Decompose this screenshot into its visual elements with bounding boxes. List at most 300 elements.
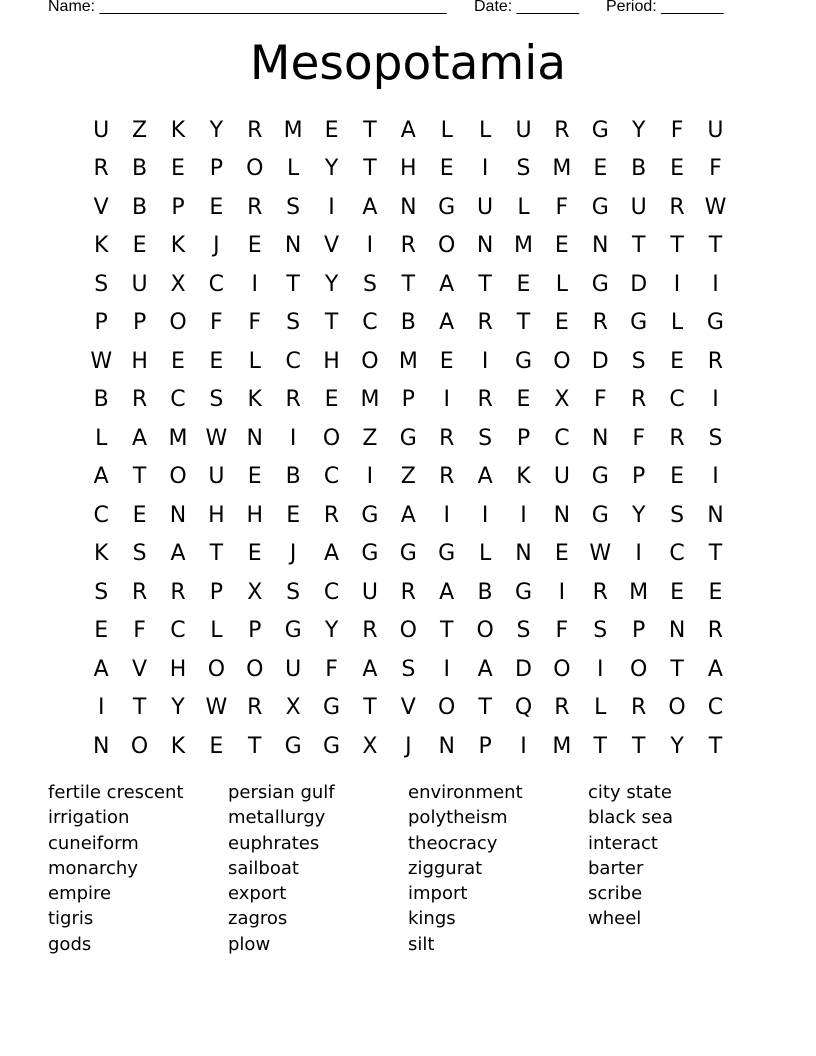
grid-letter: O: [399, 618, 417, 644]
grid-letter: E: [286, 502, 301, 528]
grid-letter: G: [591, 464, 609, 490]
grid-letter: U: [93, 117, 110, 143]
word-item: export: [228, 883, 287, 905]
grid-letter: O: [630, 656, 648, 682]
grid-letter: E: [324, 387, 339, 413]
grid-letter: N: [92, 733, 110, 759]
grid-letter: I: [481, 348, 489, 374]
grid-letter: N: [246, 425, 263, 451]
grid-letter: Z: [132, 117, 148, 143]
grid-letter: Y: [171, 695, 185, 721]
word-item: scribe: [588, 883, 643, 905]
word-item: barter: [588, 857, 644, 879]
grid-letter: P: [632, 618, 646, 644]
grid-letter: G: [514, 348, 533, 374]
grid-letter: E: [554, 541, 569, 567]
grid-letter: A: [439, 310, 455, 336]
grid-letter: N: [553, 502, 571, 528]
grid-letter: S: [132, 541, 147, 567]
grid-letter: H: [323, 348, 340, 374]
word-item: wheel: [588, 908, 642, 930]
grid-letter: L: [478, 117, 492, 143]
grid-letter: I: [558, 579, 566, 605]
grid-letter: E: [209, 348, 224, 374]
grid-letter: O: [246, 656, 264, 682]
grid-letter: Z: [362, 425, 378, 451]
grid-letter: N: [438, 733, 455, 759]
word-item: tigris: [48, 908, 94, 930]
grid-letter: F: [325, 656, 338, 682]
grid-letter: P: [248, 618, 262, 644]
grid-letter: R: [362, 618, 378, 644]
grid-letter: T: [209, 541, 224, 567]
grid-letter: I: [673, 271, 681, 297]
grid-letter: E: [94, 618, 109, 644]
grid-letter: B: [285, 464, 301, 490]
grid-letter: Y: [209, 117, 224, 143]
grid-letter: L: [478, 541, 492, 567]
word-item: interact: [588, 832, 658, 854]
word-item: import: [408, 883, 468, 905]
grid-letter: R: [477, 310, 493, 336]
grid-letter: C: [93, 502, 109, 528]
grid-letter: O: [322, 425, 341, 451]
word-item: plow: [228, 933, 271, 955]
grid-letter: U: [515, 117, 532, 143]
grid-letter: F: [555, 618, 569, 644]
grid-letter: R: [592, 310, 608, 336]
word-item: euphrates: [228, 832, 320, 854]
grid-letter: F: [632, 425, 645, 451]
grid-letter: V: [132, 656, 148, 682]
grid-letter: Y: [670, 733, 684, 759]
grid-letter: Y: [324, 618, 339, 644]
grid-letter: T: [324, 310, 339, 336]
grid-letter: T: [708, 541, 723, 567]
grid-letter: A: [439, 271, 455, 297]
grid-letter: G: [514, 579, 533, 605]
grid-letter: S: [286, 579, 301, 605]
grid-letter: L: [95, 425, 108, 451]
grid-letter: T: [132, 695, 147, 721]
grid-letter: E: [247, 541, 262, 567]
grid-letter: E: [324, 117, 339, 143]
grid-letter: D: [515, 656, 532, 682]
grid-letter: U: [361, 579, 378, 605]
date-field: Date: _______: [474, 0, 579, 15]
grid-letter: U: [477, 194, 494, 220]
grid-letter: E: [670, 156, 684, 182]
grid-letter: I: [712, 271, 719, 297]
grid-letter: E: [171, 348, 185, 374]
grid-letter: R: [400, 579, 416, 605]
grid-letter: C: [208, 271, 225, 297]
grid-letter: R: [247, 695, 263, 721]
word-item: fertile crescent: [48, 782, 184, 803]
grid-letter: B: [400, 310, 416, 336]
grid-letter: X: [285, 695, 301, 721]
grid-letter: V: [400, 695, 416, 721]
grid-letter: N: [169, 502, 187, 528]
grid-letter: G: [284, 733, 302, 759]
grid-letter: C: [669, 541, 685, 567]
grid-letter: R: [707, 348, 724, 374]
grid-letter: T: [478, 271, 492, 297]
grid-letter: O: [169, 310, 187, 336]
grid-letter: C: [170, 618, 186, 644]
grid-letter: M: [514, 233, 533, 259]
grid-letter: F: [709, 156, 722, 182]
grid-letter: S: [362, 271, 377, 297]
grid-letter: R: [669, 194, 685, 220]
word-item: empire: [48, 883, 112, 905]
grid-letter: W: [205, 695, 228, 721]
word-item: kings: [408, 908, 456, 930]
word-item: polytheism: [408, 807, 508, 829]
grid-letter: M: [629, 579, 649, 605]
word-item: irrigation: [48, 807, 130, 829]
grid-letter: E: [209, 194, 224, 220]
grid-letter: B: [93, 387, 109, 413]
grid-letter: P: [516, 425, 531, 451]
grid-letter: A: [400, 117, 416, 143]
grid-letter: M: [552, 156, 572, 182]
grid-letter: T: [363, 117, 377, 143]
grid-letter: I: [97, 695, 105, 721]
grid-letter: I: [328, 194, 335, 220]
grid-letter: O: [246, 156, 264, 182]
grid-letter: L: [440, 117, 453, 143]
letter-grid: [82, 111, 735, 766]
grid-letter: A: [324, 541, 340, 567]
grid-letter: L: [594, 695, 607, 721]
grid-letter: N: [284, 233, 302, 259]
grid-letter: G: [361, 541, 379, 567]
grid-letter: W: [90, 348, 113, 374]
grid-letter: G: [706, 310, 724, 336]
grid-letter: G: [591, 502, 609, 528]
grid-letter: I: [443, 656, 450, 682]
word-list: [48, 780, 768, 957]
grid-letter: R: [400, 233, 416, 259]
grid-letter: T: [670, 233, 684, 259]
word-item: monarchy: [48, 857, 138, 879]
grid-letter: T: [708, 733, 723, 759]
period-field: Period: _______: [606, 0, 724, 15]
grid-letter: P: [94, 310, 108, 336]
grid-letter: R: [554, 695, 570, 721]
grid-letter: W: [589, 541, 612, 567]
grid-letter: K: [170, 233, 186, 259]
grid-letter: G: [591, 194, 609, 220]
grid-letter: A: [170, 541, 186, 567]
grid-letter: E: [516, 271, 531, 297]
grid-letter: Y: [324, 271, 339, 297]
word-item: zagros: [228, 908, 288, 930]
grid-letter: T: [708, 233, 723, 259]
grid-letter: B: [631, 156, 647, 182]
grid-letter: A: [400, 502, 416, 528]
word-item: theocracy: [408, 832, 498, 854]
grid-letter: D: [630, 271, 648, 297]
grid-letter: R: [93, 156, 109, 182]
grid-letter: O: [668, 695, 686, 721]
grid-letter: G: [591, 271, 609, 297]
word-item: city state: [588, 782, 672, 803]
grid-letter: I: [366, 233, 374, 259]
grid-letter: E: [247, 233, 262, 259]
grid-letter: E: [670, 464, 684, 490]
grid-letter: C: [554, 425, 570, 451]
grid-letter: R: [707, 618, 724, 644]
grid-letter: C: [323, 579, 340, 605]
grid-letter: T: [631, 233, 646, 259]
grid-letter: H: [131, 348, 148, 374]
grid-letter: O: [438, 233, 456, 259]
grid-letter: E: [554, 233, 569, 259]
grid-letter: I: [712, 464, 719, 490]
grid-letter: N: [515, 541, 532, 567]
grid-letter: I: [712, 387, 719, 413]
grid-letter: L: [210, 618, 223, 644]
grid-letter: F: [593, 387, 607, 413]
grid-letter: X: [247, 579, 263, 605]
grid-letter: T: [132, 464, 147, 490]
grid-letter: R: [285, 387, 301, 413]
grid-letter: S: [593, 618, 608, 644]
page-title: Mesopotamia: [249, 36, 567, 91]
grid-letter: G: [361, 502, 379, 528]
grid-letter: C: [285, 348, 301, 374]
grid-letter: J: [213, 233, 220, 259]
grid-letter: S: [209, 387, 224, 413]
grid-letter: R: [631, 387, 647, 413]
grid-letter: N: [400, 194, 417, 220]
grid-letter: S: [478, 425, 493, 451]
grid-letter: G: [323, 733, 341, 759]
grid-letter: O: [169, 464, 187, 490]
grid-letter: R: [669, 425, 685, 451]
grid-letter: I: [635, 541, 642, 567]
name-field: Name: _______________________________________: [48, 0, 447, 15]
word-item: environment: [408, 782, 523, 803]
grid-letter: U: [630, 194, 647, 220]
grid-letter: J: [405, 733, 412, 759]
grid-letter: M: [398, 348, 418, 374]
grid-letter: L: [248, 348, 261, 374]
grid-letter: F: [555, 194, 569, 220]
grid-letter: B: [477, 579, 493, 605]
grid-letter: M: [168, 425, 188, 451]
grid-letter: C: [669, 387, 685, 413]
grid-letter: S: [286, 310, 301, 336]
grid-letter: T: [593, 733, 607, 759]
grid-letter: E: [132, 233, 147, 259]
grid-letter: Y: [631, 117, 646, 143]
grid-letter: Z: [400, 464, 416, 490]
word-item: metallurgy: [228, 807, 326, 829]
grid-letter: A: [362, 194, 378, 220]
grid-letter: S: [670, 502, 685, 528]
grid-letter: W: [205, 425, 228, 451]
grid-letter: U: [131, 271, 148, 297]
word-column: [408, 780, 588, 957]
grid-letter: E: [209, 733, 224, 759]
grid-letter: T: [439, 618, 454, 644]
grid-letter: R: [323, 502, 340, 528]
grid-letter: R: [131, 387, 148, 413]
grid-letter: D: [591, 348, 609, 374]
grid-letter: H: [169, 656, 187, 682]
grid-letter: R: [439, 464, 455, 490]
grid-letter: E: [708, 579, 723, 605]
grid-letter: Y: [324, 156, 339, 182]
grid-letter: V: [93, 194, 109, 220]
grid-letter: L: [287, 156, 300, 182]
grid-letter: U: [707, 117, 724, 143]
grid-letter: M: [360, 387, 380, 413]
grid-letter: O: [361, 348, 379, 374]
word-item: sailboat: [228, 857, 299, 879]
grid-letter: S: [94, 271, 109, 297]
grid-letter: F: [133, 618, 146, 644]
grid-letter: N: [476, 233, 494, 259]
word-item: gods: [48, 933, 92, 955]
grid-letter: B: [132, 194, 148, 220]
grid-letter: C: [707, 695, 724, 721]
grid-letter: S: [516, 156, 531, 182]
grid-letter: H: [208, 502, 225, 528]
grid-letter: I: [251, 271, 258, 297]
grid-letter: G: [438, 541, 456, 567]
grid-letter: E: [439, 156, 454, 182]
grid-letter: G: [323, 695, 341, 721]
grid-letter: U: [208, 464, 225, 490]
grid-letter: K: [170, 733, 186, 759]
grid-letter: M: [552, 733, 572, 759]
grid-letter: H: [246, 502, 264, 528]
grid-letter: U: [553, 464, 570, 490]
grid-letter: P: [209, 579, 223, 605]
word-column: [588, 780, 768, 957]
grid-letter: Y: [631, 502, 646, 528]
grid-letter: T: [670, 656, 684, 682]
grid-letter: O: [553, 348, 571, 374]
grid-letter: I: [520, 502, 527, 528]
word-item: black sea: [588, 807, 673, 829]
grid-letter: S: [94, 579, 109, 605]
grid-letter: A: [362, 656, 378, 682]
grid-letter: S: [401, 656, 416, 682]
grid-letter: I: [289, 425, 297, 451]
grid-letter: N: [707, 502, 724, 528]
grid-letter: L: [517, 194, 530, 220]
grid-letter: G: [438, 194, 456, 220]
grid-letter: N: [668, 618, 686, 644]
grid-letter: K: [247, 387, 262, 413]
grid-letter: E: [670, 579, 684, 605]
grid-letter: E: [516, 387, 531, 413]
grid-letter: A: [477, 656, 493, 682]
grid-letter: O: [553, 656, 571, 682]
grid-letter: P: [209, 156, 223, 182]
grid-letter: F: [210, 310, 223, 336]
grid-letter: T: [631, 733, 646, 759]
word-item: cuneiform: [48, 832, 139, 854]
word-item: silt: [408, 933, 435, 955]
grid-letter: E: [670, 348, 684, 374]
grid-letter: N: [592, 233, 609, 259]
grid-letter: O: [438, 695, 456, 721]
grid-letter: R: [170, 579, 186, 605]
grid-letter: E: [247, 464, 262, 490]
grid-letter: I: [481, 156, 489, 182]
grid-letter: O: [130, 733, 149, 759]
grid-letter: T: [363, 695, 377, 721]
grid-letter: I: [520, 733, 527, 759]
grid-letter: S: [516, 618, 531, 644]
grid-letter: L: [670, 310, 684, 336]
grid-letter: V: [324, 233, 340, 259]
grid-letter: G: [399, 425, 417, 451]
grid-letter: U: [285, 656, 302, 682]
grid-letter: R: [439, 425, 455, 451]
grid-letter: T: [478, 695, 492, 721]
grid-letter: T: [248, 733, 262, 759]
grid-letter: K: [93, 233, 109, 259]
grid-letter: C: [170, 387, 186, 413]
grid-letter: E: [593, 156, 608, 182]
grid-letter: X: [554, 387, 570, 413]
grid-letter: G: [591, 117, 609, 143]
grid-letter: T: [286, 271, 300, 297]
grid-letter: C: [362, 310, 378, 336]
grid-letter: A: [93, 464, 109, 490]
grid-letter: O: [207, 656, 226, 682]
grid-letter: X: [362, 733, 378, 759]
grid-letter: R: [247, 194, 263, 220]
grid-letter: I: [481, 502, 489, 528]
grid-letter: L: [555, 271, 569, 297]
grid-letter: A: [439, 579, 455, 605]
grid-letter: G: [399, 541, 417, 567]
grid-letter: S: [286, 194, 301, 220]
grid-letter: F: [670, 117, 684, 143]
grid-letter: G: [284, 618, 302, 644]
grid-letter: X: [170, 271, 186, 297]
grid-letter: S: [708, 425, 723, 451]
grid-letter: I: [443, 502, 450, 528]
grid-letter: A: [132, 425, 148, 451]
grid-letter: E: [132, 502, 147, 528]
grid-letter: K: [170, 117, 186, 143]
grid-letter: O: [476, 618, 494, 644]
grid-letter: I: [597, 656, 604, 682]
grid-letter: R: [592, 579, 608, 605]
grid-letter: A: [707, 656, 723, 682]
grid-letter: P: [132, 310, 147, 336]
grid-letter: G: [630, 310, 648, 336]
grid-letter: T: [516, 310, 531, 336]
grid-letter: E: [554, 310, 569, 336]
grid-letter: T: [363, 156, 377, 182]
grid-letter: M: [283, 117, 303, 143]
grid-letter: R: [554, 117, 570, 143]
grid-letter: N: [592, 425, 609, 451]
grid-letter: S: [631, 348, 646, 374]
word-column: [48, 780, 228, 957]
grid-letter: P: [632, 464, 646, 490]
